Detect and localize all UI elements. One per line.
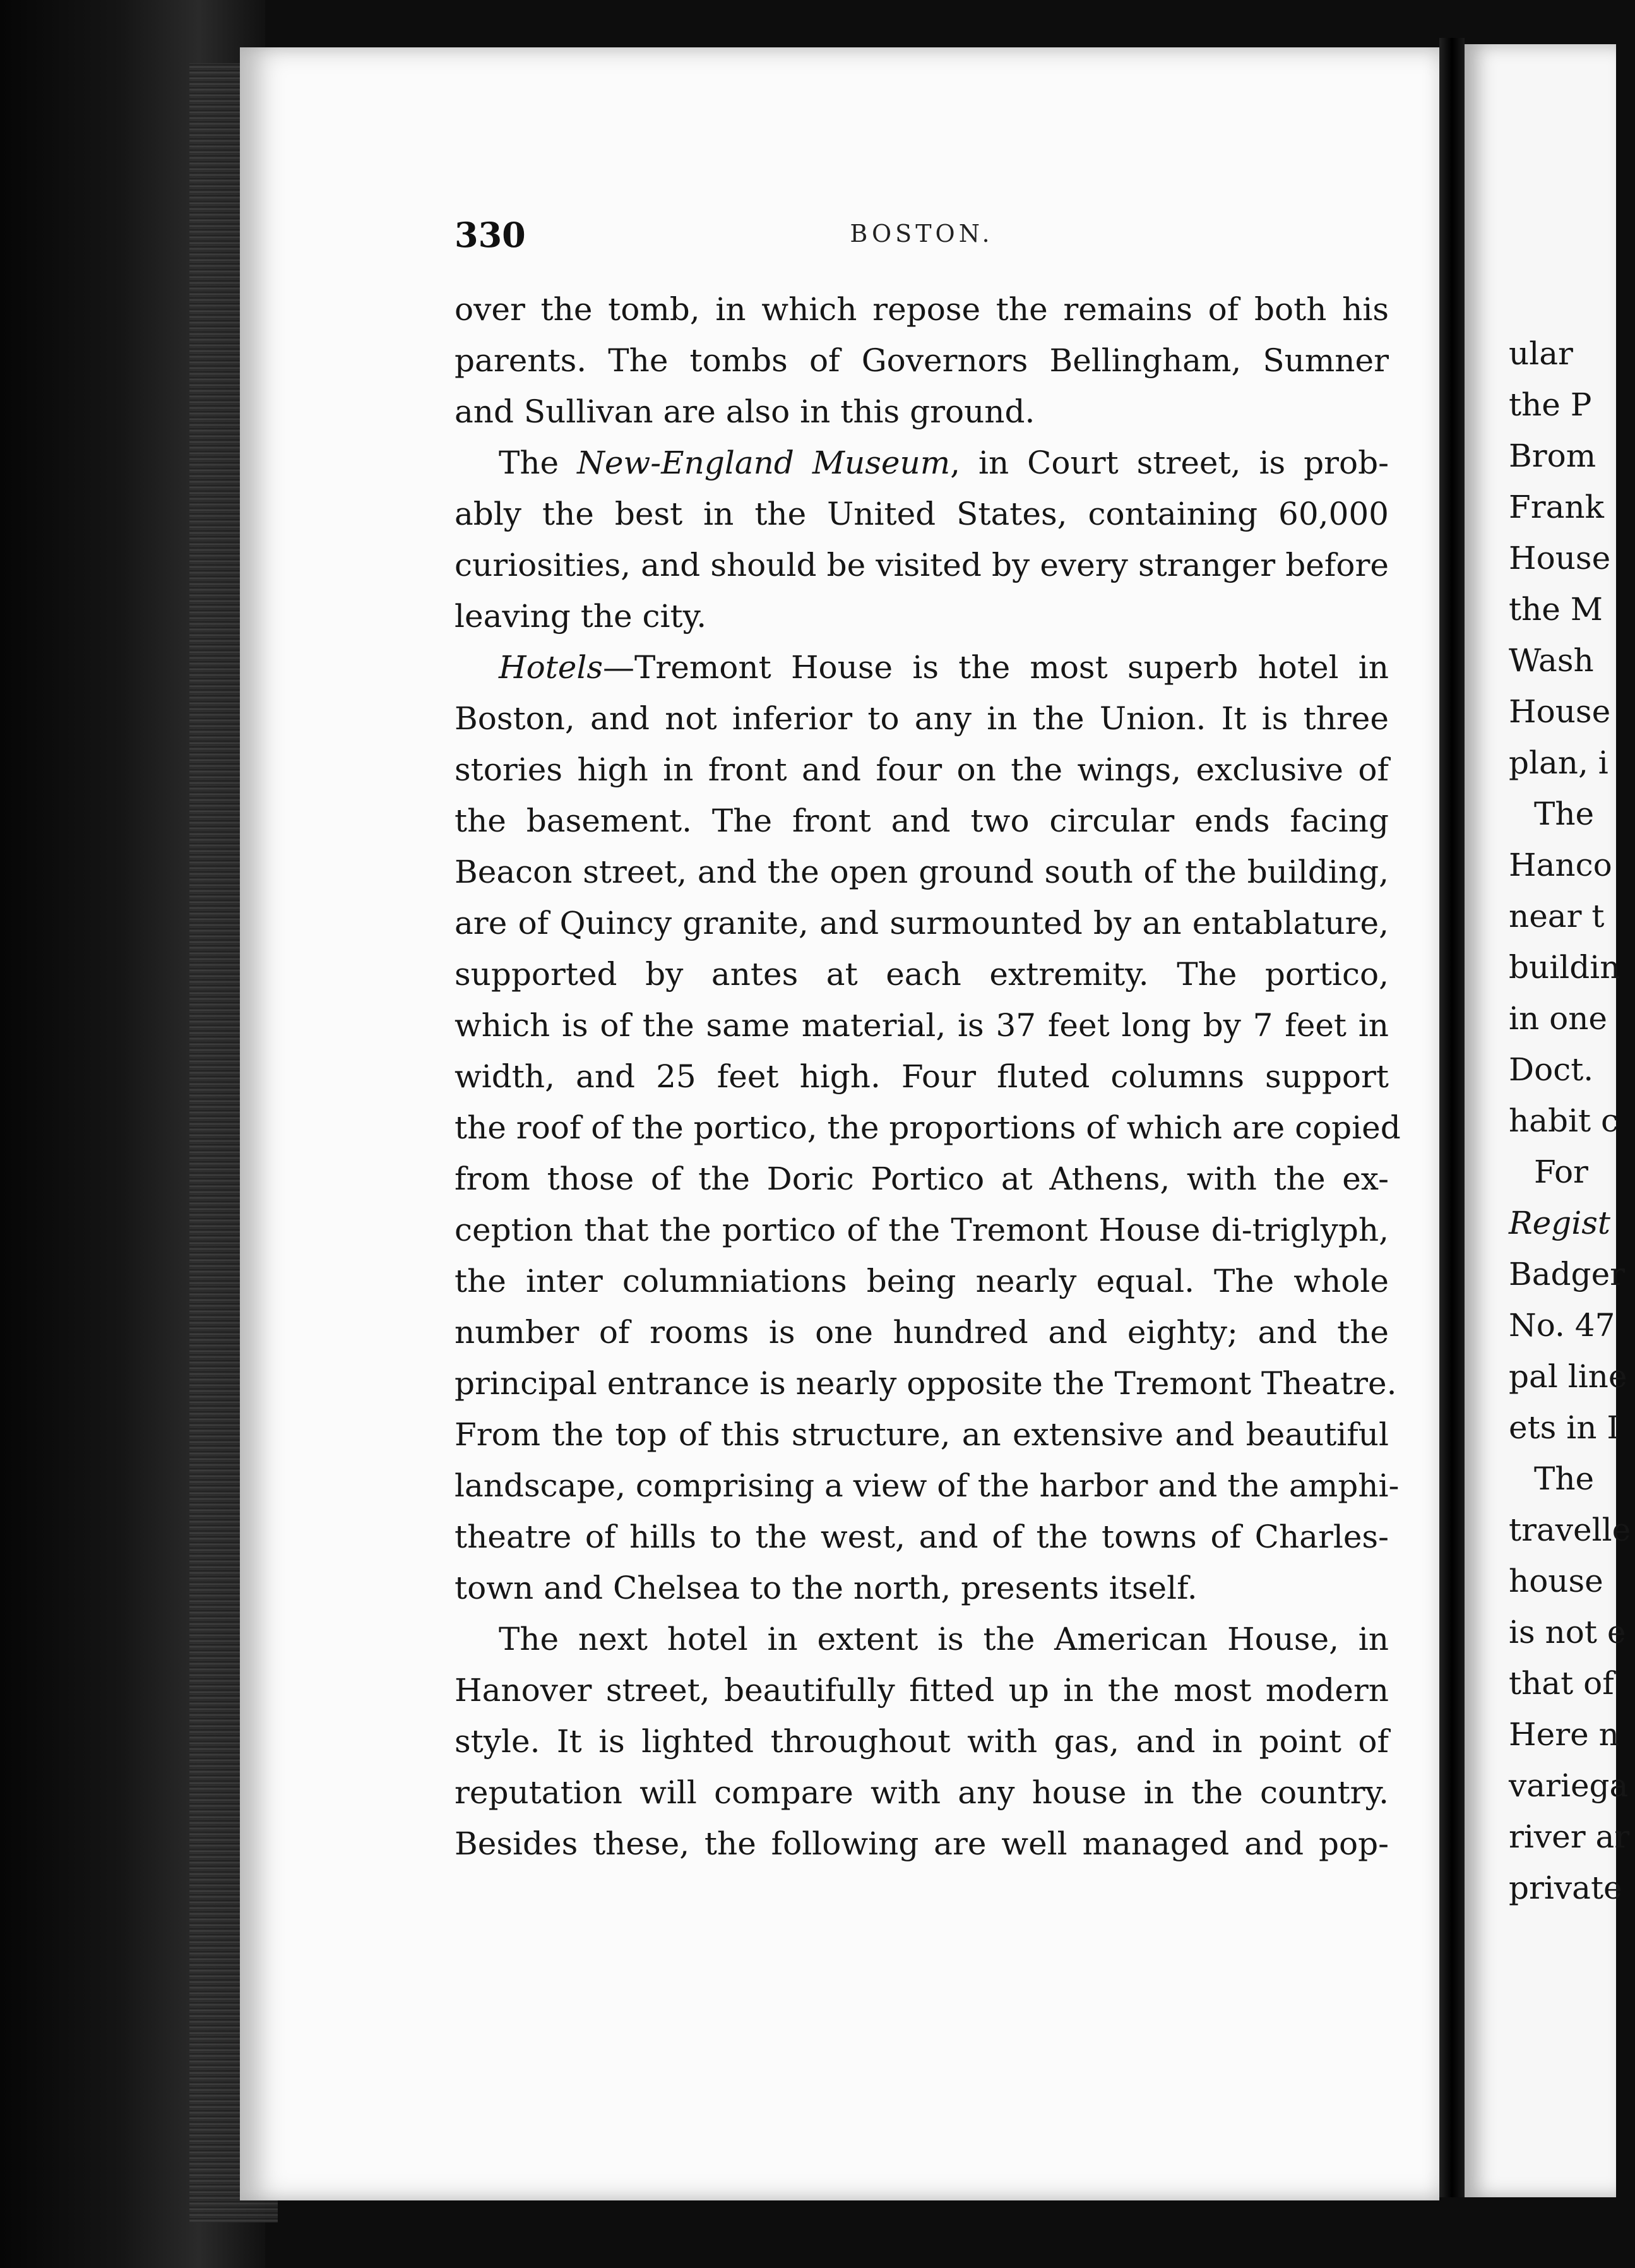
text-line: Boston, and not inferior to any in the Union. It is three	[455, 700, 1389, 737]
text-line: Hanover street, beautifully fitted up in the most modern	[455, 1672, 1389, 1709]
text-line: are of Quincy granite, and surmounted by an entablature,	[455, 905, 1389, 941]
right-text-line: in one	[1509, 1000, 1607, 1037]
right-text-line: Badger	[1509, 1256, 1626, 1292]
right-text-line: The	[1534, 1460, 1595, 1497]
right-text-line: private	[1509, 1870, 1622, 1906]
text-line: and Sullivan are also in this ground.	[455, 393, 1035, 430]
text-line: supported by antes at each extremity. The portico,	[455, 956, 1389, 993]
right-text-line: pal line	[1509, 1358, 1627, 1395]
text-line: reputation will compare with any house in the country.	[455, 1774, 1389, 1811]
right-text-line: house	[1509, 1563, 1603, 1599]
text-line: From the top of this structure, an extensive and beautiful	[455, 1416, 1389, 1453]
right-text-line: ular	[1509, 335, 1573, 372]
running-head: BOSTON.	[850, 220, 994, 248]
right-text-line: The	[1534, 796, 1595, 832]
text-line: parents. The tombs of Governors Bellingham, Sumner	[455, 342, 1389, 379]
text-line: landscape, comprising a view of the harbor and the amphi-	[455, 1467, 1400, 1504]
text-line: number of rooms is one hundred and eighty; and the	[455, 1314, 1389, 1351]
text-line: style. It is lighted throughout with gas, and in point of	[455, 1723, 1389, 1760]
text-line: ably the best in the United States, containing 60,000	[455, 496, 1389, 532]
right-text-line: river ar	[1509, 1818, 1630, 1855]
right-text-line: the P	[1509, 386, 1592, 423]
text-line: leaving the city.	[455, 598, 707, 635]
text-line: stories high in front and four on the wings, exclusive of	[455, 751, 1389, 788]
page-number: 330	[455, 215, 526, 255]
text-line: town and Chelsea to the north, presents itself.	[455, 1570, 1198, 1606]
text-line: ception that the portico of the Tremont House di-triglyph,	[455, 1212, 1389, 1248]
text-line: The New-England Museum, in Court street, is prob-	[499, 445, 1389, 481]
book-gutter	[1439, 38, 1465, 2197]
right-text-line: Hanco	[1509, 847, 1612, 883]
right-text-line: is not e	[1509, 1614, 1626, 1650]
text-line: principal entrance is nearly opposite the Tremont Theatre.	[455, 1365, 1397, 1402]
right-page-text	[1509, 328, 1635, 1914]
text-line: curiosities, and should be visited by every stranger before	[455, 547, 1389, 583]
right-page	[1465, 44, 1631, 2197]
right-text-line: that of	[1509, 1665, 1614, 1702]
text-line: Beacon street, and the open ground south of the building,	[455, 854, 1389, 890]
text-line: Besides these, the following are well managed and pop-	[455, 1825, 1389, 1862]
right-text-line: buildin	[1509, 949, 1620, 986]
text-line: which is of the same material, is 37 feet long by 7 feet in	[455, 1007, 1389, 1044]
right-text-line: Here n	[1509, 1716, 1619, 1753]
right-text-line: habit c	[1509, 1102, 1619, 1139]
right-text-line: travelle	[1509, 1512, 1631, 1548]
right-text-line: Brom	[1509, 438, 1596, 474]
right-text-line: House	[1509, 693, 1611, 730]
right-text-line: near t	[1509, 898, 1605, 934]
text-line: The next hotel in extent is the American House, in	[499, 1621, 1389, 1657]
text-line: width, and 25 feet high. Four fluted columns support	[455, 1058, 1389, 1095]
text-line: the basement. The front and two circular ends facing	[455, 803, 1389, 839]
right-text-line: plan, i	[1509, 744, 1608, 781]
right-text-line: Regist	[1509, 1205, 1610, 1241]
text-line: the inter columniations being nearly equal. The whole	[455, 1263, 1389, 1299]
text-line: over the tomb, in which repose the remains of both his	[455, 291, 1389, 328]
right-text-line: ets in I	[1509, 1409, 1620, 1446]
page-header	[455, 215, 1389, 265]
right-text-line: Frank	[1509, 489, 1604, 525]
right-text-line: House	[1509, 540, 1611, 576]
right-text-line: Wash	[1509, 642, 1594, 679]
right-text-line: the M	[1509, 591, 1603, 628]
text-line: from those of the Doric Portico at Athens, with the ex-	[455, 1161, 1389, 1197]
right-text-line: No. 47	[1509, 1307, 1615, 1344]
text-line: the roof of the portico, the proportions of which are copied	[455, 1109, 1401, 1146]
right-text-line: For	[1534, 1154, 1588, 1190]
text-line: Hotels—Tremont House is the most superb hotel in	[499, 649, 1389, 686]
right-text-line: variega	[1509, 1767, 1629, 1804]
text-line: theatre of hills to the west, and of the towns of Charles-	[455, 1519, 1389, 1555]
right-text-line: Doct.	[1509, 1051, 1594, 1088]
left-page-text	[455, 284, 1401, 1870]
